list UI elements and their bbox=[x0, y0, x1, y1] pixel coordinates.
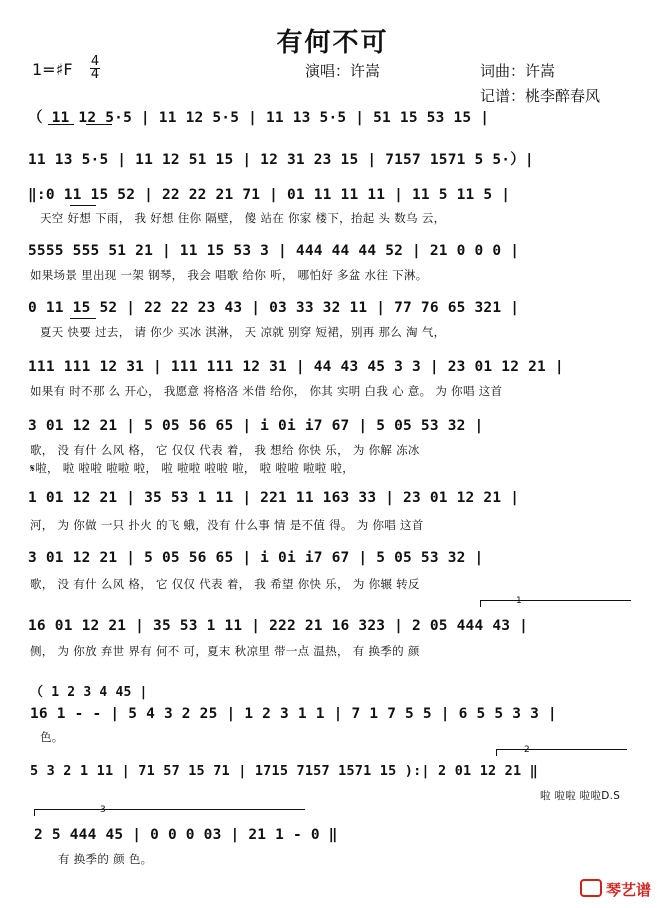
volta-bracket-1 bbox=[480, 600, 631, 607]
volta-bracket-3 bbox=[34, 809, 305, 816]
beam-underline bbox=[48, 124, 74, 125]
lyric-line-8: 河， 为 你做 一只 扑火 的飞 蛾，没有 什么事 情 是不值 得。 为 你唱 这首 bbox=[30, 518, 424, 532]
lyric-line-7b: 𝄋啦， 啦 啦啦 啦啦 啦， 啦 啦啦 啦啦 啦， 啦 啦啦 啦啦 啦， bbox=[30, 461, 355, 475]
lyric-line-11: 色。 bbox=[40, 730, 64, 744]
lyric-line-4: 如果场景 里出现 一架 钢琴， 我会 唱歌 给你 听， 哪怕好 多盆 水往 下淋。 bbox=[30, 268, 428, 282]
lyric-line-7: 歌， 没 有什 么风 格， 它 仅仅 代表 着， 我 想给 你快 乐， 为 你解 冻冰 bbox=[30, 443, 420, 457]
lyric-line-5: 夏天 快要 过去， 请 你少 买冰 淇淋， 天 凉就 别穿 短裙，别再 那么 淘 气， bbox=[40, 325, 446, 339]
key-signature: 1=♯F bbox=[32, 60, 73, 79]
singer-credit: 演唱：许嵩 bbox=[305, 62, 381, 80]
time-signature-top: 4 bbox=[90, 54, 100, 69]
notation-line-11: 16 1 - - | 5 4 3 2 25 | 1 2 3 1 1 | 7 1 7 5 5 | 6 5 5 3 3 | bbox=[30, 706, 557, 722]
logo-text: 琴艺谱 bbox=[605, 881, 651, 899]
notation-line-2: 11 13 5·5 | 11 12 51 15 | 12 31 23 15 | 7157 1571 5 5·）| bbox=[28, 152, 534, 168]
notation-line-5: 0 11 15 52 | 22 22 23 43 | 03 33 32 11 | 77 76 65 321 | bbox=[28, 300, 520, 316]
transcriber-credit: 记谱：桃李醉春风 bbox=[480, 87, 601, 105]
notation-line-7: 3 01 12 21 | 5 05 56 65 | i 0i i7 67 | 5 05 53 32 | bbox=[28, 418, 484, 434]
logo-icon bbox=[580, 879, 602, 897]
notation-line-12: 5 3 2 1 11 | 71 57 15 71 | 1715 7157 1571 15 ):| 2 01 12 21 ‖ bbox=[30, 763, 538, 779]
lyric-line-12: 啦 啦啦 啦啦D.S bbox=[540, 790, 621, 802]
notation-line-10: 16 01 12 21 | 35 53 1 11 | 222 21 16 323 | 2 05 444 43 | bbox=[28, 618, 529, 634]
volta-number-2: 2 bbox=[524, 745, 530, 755]
beam-underline bbox=[70, 205, 96, 206]
lyric-line-10: 侧， 为 你放 弃世 界有 何不 可，夏末 秋凉里 带一点 温热， 有 换季的 颜 bbox=[30, 644, 420, 658]
notation-line-13: 2 5 444 45 | 0 0 0 03 | 21 1 - 0 ‖ bbox=[34, 827, 338, 843]
volta-number-1: 1 bbox=[516, 596, 522, 606]
composer-credit: 词曲：许嵩 bbox=[480, 62, 556, 80]
lyric-line-6: 如果有 时不那 么 开心， 我愿意 将格洛 米借 给你， 你其 实明 白我 心 意。 为 你唱 这首 bbox=[30, 384, 503, 398]
notation-line-3: ‖:0 11 15 52 | 22 22 21 71 | 01 11 11 11 | 11 5 11 5 | bbox=[28, 187, 511, 203]
notation-line-11-intro: （ 1 2 3 4 45 | bbox=[30, 685, 148, 700]
site-logo bbox=[580, 879, 651, 900]
beam-underline bbox=[70, 318, 96, 319]
song-title: 有何不可 bbox=[276, 28, 389, 58]
volta-bracket-2 bbox=[496, 749, 627, 756]
notation-line-8: 1 01 12 21 | 35 53 1 11 | 221 11 163 33 | 23 01 12 21 | bbox=[28, 490, 520, 506]
notation-line-6: 111 111 12 31 | 111 111 12 31 | 44 43 45 3 3 | 23 01 12 21 | bbox=[28, 359, 564, 375]
lyric-line-13: 有 换季的 颜 色。 bbox=[58, 852, 153, 866]
time-signature bbox=[88, 56, 102, 81]
lyric-line-3: 天空 好想 下雨， 我 好想 住你 隔壁， 傻 站在 你家 楼下，抬起 头 数乌 云， bbox=[40, 211, 446, 225]
notation-line-1: （ 11 12 5·5 | 11 12 5·5 | 11 13 5·5 | 51 15 53 15 | bbox=[28, 110, 490, 126]
notation-line-9: 3 01 12 21 | 5 05 56 65 | i 0i i7 67 | 5 05 53 32 | bbox=[28, 550, 484, 566]
lyric-line-9: 歌， 没 有什 么风 格， 它 仅仅 代表 着， 我 希望 你快 乐， 为 你辗 转反 bbox=[30, 577, 420, 591]
volta-number-3: 3 bbox=[100, 805, 106, 815]
beam-underline bbox=[86, 124, 112, 125]
time-signature-bottom: 4 bbox=[90, 67, 100, 82]
notation-line-4: 5555 555 51 21 | 11 15 53 3 | 444 44 44 52 | 21 0 0 0 | bbox=[28, 243, 520, 259]
